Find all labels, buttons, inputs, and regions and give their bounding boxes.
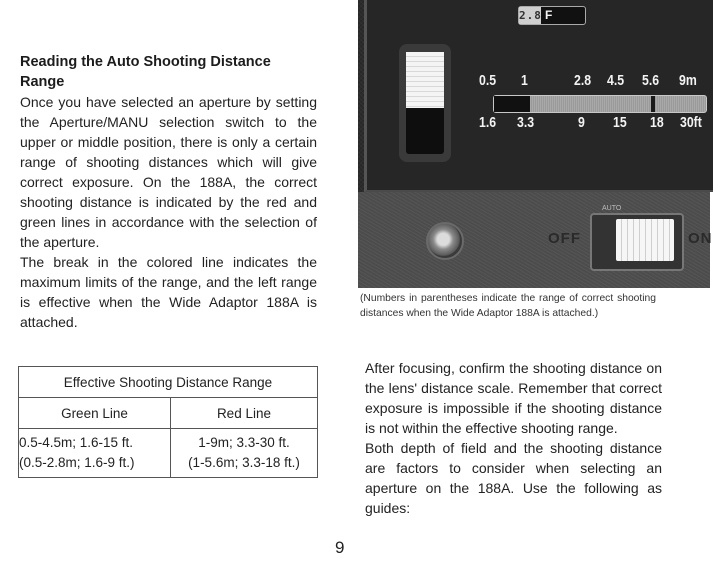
power-switch-knob (616, 219, 674, 261)
table-cell: (0.5-2.8m; 1.6-9 ft.) (19, 455, 135, 470)
flash-lower-panel (358, 192, 713, 288)
column-header-red: Red Line (170, 398, 317, 429)
table-row (19, 429, 318, 478)
red-line-ranges (170, 429, 317, 478)
flash-back-panel (364, 0, 713, 192)
paragraph-depth-of-field: Both depth of field and the shooting distance are factors to consider when selecting an aperture on the 188A. Use the following as guides: (365, 440, 662, 516)
meter-label: 1 (521, 72, 528, 89)
range-bar-dark-segment (494, 96, 530, 112)
switch-tag: AUTO (602, 205, 622, 212)
section-heading: Reading the Auto Shooting Distance Range (20, 54, 271, 90)
ready-lamp-icon (426, 222, 464, 260)
aperture-window (518, 6, 586, 25)
meter-label: 9m (679, 72, 697, 89)
power-switch (590, 205, 684, 271)
column-header-green: Green Line (19, 398, 171, 429)
paragraph-confirm-distance: After focusing, confirm the shooting distance on the lens' distance scale. Remember that correct exposure is impossible if the shooting distance is not within the effective shooting range. (365, 360, 662, 436)
off-label: OFF (548, 230, 581, 247)
effective-range-table (18, 366, 318, 478)
feet-label: 18 (650, 114, 664, 131)
feet-label: 3.3 (517, 114, 535, 131)
flash-panel-photo (358, 0, 713, 288)
meter-label: 0.5 (479, 72, 497, 89)
paragraph-aperture-range: Once you have selected an aperture by setting the Aperture/MANU selection switch to the upper or middle position, there is only a certain range of shooting distances which will give correct exposure. On the 188A, the correct shooting distance is indicated by the red and green lines in accordance with the selection of the aperture. (20, 94, 317, 250)
meter-label: 5.6 (642, 72, 660, 89)
green-line-ranges (19, 429, 171, 478)
left-column (20, 52, 317, 332)
feet-label: 9 (578, 114, 585, 131)
on-label: ON (688, 230, 713, 247)
aperture-letter: F (545, 8, 553, 22)
feet-label: 30ft (680, 114, 702, 131)
range-bar-break (651, 96, 655, 112)
table-title: Effective Shooting Distance Range (19, 367, 318, 398)
photo-caption: (Numbers in parentheses indicate the range of correct shooting distances when the Wide Adaptor 188A is attached.) (360, 293, 656, 319)
meter-label: 4.5 (607, 72, 625, 89)
aperture-number: 2.8 (519, 9, 542, 22)
distance-range-bar (493, 95, 707, 113)
switch-well (406, 52, 444, 154)
aperture-manu-switch (399, 44, 451, 162)
meter-label: 2.8 (574, 72, 592, 89)
table-cell: (1-5.6m; 3.3-18 ft.) (188, 455, 300, 470)
paragraph-break-line: The break in the colored line indicates the maximum limits of the range, and the left range is effective when the Wide Adaptor 188A is attached. (20, 254, 317, 330)
page-number: 9 (335, 538, 345, 557)
feet-label: 1.6 (479, 114, 497, 131)
switch-slider (406, 52, 444, 108)
right-column (365, 358, 662, 518)
table-cell: 1-9m; 3.3-30 ft. (198, 435, 290, 450)
feet-label: 15 (613, 114, 627, 131)
table-cell: 0.5-4.5m; 1.6-15 ft. (19, 435, 134, 450)
